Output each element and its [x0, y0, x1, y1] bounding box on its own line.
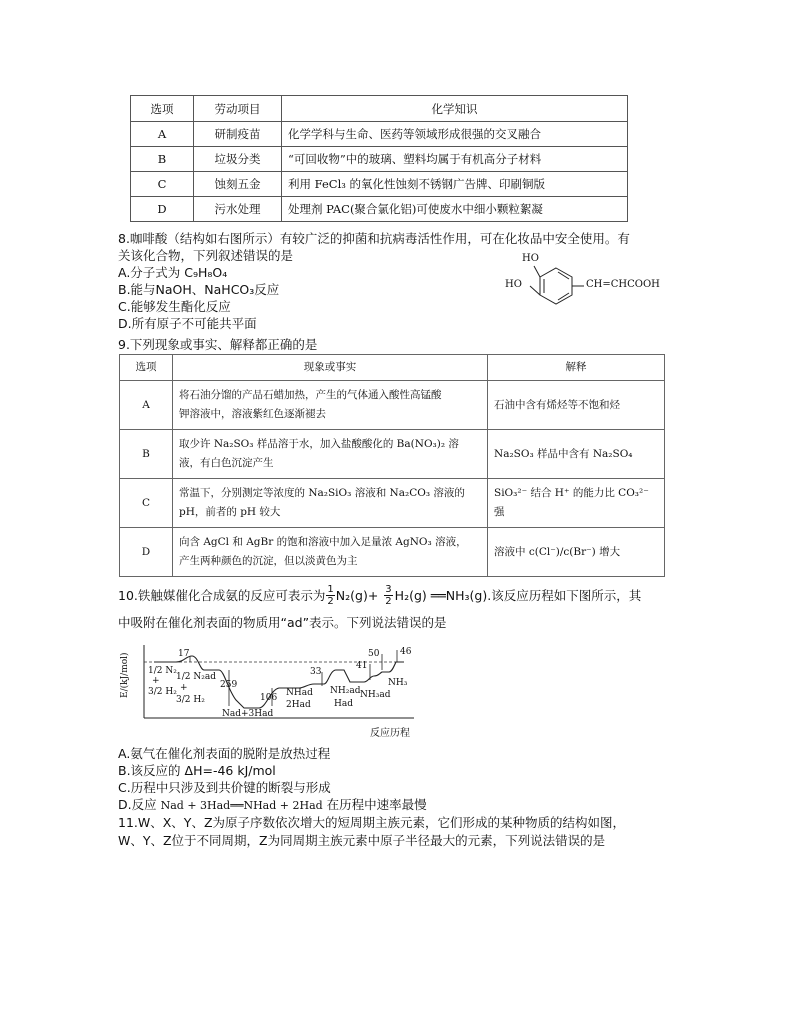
- side-chain: CH=CHCOOH: [586, 279, 660, 290]
- table-row: [131, 172, 628, 197]
- cell: “可回收物”中的玻璃、塑料均属于有机高分子材料: [282, 147, 628, 172]
- species-label: +: [152, 676, 160, 686]
- species-label: NH₂ad: [330, 686, 361, 696]
- q10-stem-pre: 10.铁触媒催化合成氨的反应可表示为: [118, 588, 326, 603]
- species-label: NH₃: [388, 678, 408, 688]
- q10-option-c: C.历程中只涉及到共价键的断裂与形成: [118, 780, 331, 795]
- energy-label: 33: [310, 667, 322, 677]
- q10-n2: N₂(g)+: [335, 588, 379, 603]
- ho-group-left: HO: [505, 279, 522, 290]
- q8-option-c: C.能够发生酯化反应: [118, 299, 231, 314]
- cell: [173, 479, 488, 528]
- phenomenon-table: [119, 354, 665, 577]
- energy-label: 106: [260, 693, 278, 703]
- cell: 溶液中 c(Cl⁻)/c(Br⁻) 增大: [488, 528, 665, 577]
- cell: A: [120, 381, 173, 430]
- denominator: 2: [327, 596, 334, 607]
- cell: 处理剂 PAC(聚合氯化铝)可使废水中细小颗粒絮凝: [282, 197, 628, 222]
- q9-stem: 9.下列现象或事实、解释都正确的是: [118, 337, 318, 352]
- cell: [173, 528, 488, 577]
- th-project: 劳动项目: [194, 96, 282, 122]
- q8-option-d: D.所有原子不可能共平面: [118, 316, 257, 331]
- cell: C: [131, 172, 194, 197]
- table-row: [120, 381, 665, 430]
- q8-stem-line1: 8.咖啡酸（结构如右图所示）有较广泛的抑菌和抗病毒活性作用，可在化妆品中安全使用。有: [118, 231, 630, 246]
- energy-label: 17: [178, 649, 190, 659]
- cell: 蚀刻五金: [194, 172, 282, 197]
- energy-diagram: [120, 640, 424, 740]
- fact-line: pH，前者的 pH 较大: [179, 506, 281, 518]
- q10-option-d-eq: Nad + 3Had══NHad + 2Had: [160, 799, 323, 812]
- species-label: 1/2 N₂ad: [176, 672, 216, 682]
- cell: 污水处理: [194, 197, 282, 222]
- q10-option-d-post: 在历程中速率最慢: [326, 797, 427, 812]
- energy-label: 41: [356, 661, 368, 671]
- q10-h2: H₂(g) ══NH₃(g).该反应历程如下图所示，其: [394, 588, 642, 603]
- fact-line: 将石油分馏的产品石蜡加热，产生的气体通入酸性高锰酸: [179, 389, 442, 401]
- cell: 利用 FeCl₃ 的氧化性蚀刻不锈钢广告牌、印刷铜版: [282, 172, 628, 197]
- fact-line: 取少许 Na₂SO₃ 样品溶于水，加入盐酸酸化的 Ba(NO₃)₂ 溶: [179, 438, 459, 450]
- fact-line: 向含 AgCl 和 AgBr 的饱和溶液中加入足量浓 AgNO₃ 溶液，: [179, 536, 467, 548]
- q10-option-d: [118, 796, 427, 814]
- species-label: Had: [334, 699, 353, 709]
- q10-option-a: A.氨气在催化剂表面的脱附是放热过程: [118, 746, 331, 761]
- q10-stem-line2: 中吸附在催化剂表面的物质用“ad”表示。下列说法错误的是: [118, 615, 447, 630]
- th-knowledge: 化学知识: [282, 96, 628, 122]
- table-row: [131, 147, 628, 172]
- q11-line1: 11.W、X、Y、Z为原子序数依次增大的短周期主族元素，它们形成的某种物质的结构如图，: [118, 815, 626, 830]
- caffeic-acid-structure: [500, 248, 670, 312]
- cell: 化学学科与生命、医药等领域形成很强的交叉融合: [282, 122, 628, 147]
- th-option: 选项: [120, 355, 173, 381]
- table-row: [120, 479, 665, 528]
- species-label: 2Had: [286, 700, 311, 710]
- cell: SiO₃²⁻ 结合 H⁺ 的能力比 CO₃²⁻ 强: [488, 479, 665, 528]
- numerator: 3: [385, 584, 392, 595]
- q11-line2: W、Y、Z位于不同周期，Z为同周期主族元素中原子半径最大的元素，下列说法错误的是: [118, 833, 606, 848]
- cell: 垃圾分类: [194, 147, 282, 172]
- cell: [173, 381, 488, 430]
- q8-stem-line2: 关该化合物，下列叙述错误的是: [118, 248, 294, 263]
- species-label: 3/2 H₂: [148, 687, 177, 697]
- th-fact: 现象或事实: [173, 355, 488, 381]
- fraction: [326, 584, 334, 607]
- q10-option-b: B.该反应的 ΔH=-46 kJ/mol: [118, 763, 276, 778]
- species-label: 1/2 N₂: [148, 666, 177, 676]
- q8-option-a: A.分子式为 C₉H₈O₄: [118, 265, 228, 280]
- species-label: +: [180, 683, 188, 693]
- table-row: [120, 528, 665, 577]
- cell: B: [131, 147, 194, 172]
- fact-line: 液，有白色沉淀产生: [179, 457, 274, 469]
- energy-label: 259: [220, 680, 238, 690]
- cell: 研制疫苗: [194, 122, 282, 147]
- th-option: 选项: [131, 96, 194, 122]
- cell: D: [131, 197, 194, 222]
- species-label: NHad: [286, 688, 313, 698]
- species-label: 3/2 H₂: [176, 695, 205, 705]
- table-row: [120, 430, 665, 479]
- q8-option-b: B.能与NaOH、NaHCO₃反应: [118, 282, 280, 297]
- fact-line: 钾溶液中，溶液紫红色逐渐褪去: [179, 408, 326, 420]
- cell: [173, 430, 488, 479]
- q10-option-d-pre: D.反应: [118, 797, 157, 812]
- q10-stem-line1: [118, 584, 641, 607]
- cell: A: [131, 122, 194, 147]
- labor-table: [130, 95, 628, 222]
- cell: C: [120, 479, 173, 528]
- fact-line: 常温下，分别测定等浓度的 Na₂SiO₃ 溶液和 Na₂CO₃ 溶液的: [179, 487, 465, 499]
- th-explain: 解释: [488, 355, 665, 381]
- cell: B: [120, 430, 173, 479]
- cell: 石油中含有烯烃等不饱和烃: [488, 381, 665, 430]
- fraction: [384, 584, 392, 607]
- energy-label: 46: [400, 647, 412, 657]
- x-axis-label: 反应历程: [370, 728, 410, 739]
- table-row: [131, 122, 628, 147]
- species-label: Nad+3Had: [222, 709, 274, 719]
- y-axis-label: E/(kJ/mol): [120, 652, 130, 698]
- table-row: [131, 197, 628, 222]
- energy-label: 50: [368, 649, 380, 659]
- cell: Na₂SO₃ 样品中含有 Na₂SO₄: [488, 430, 665, 479]
- ho-group-top: HO: [522, 253, 539, 264]
- numerator: 1: [327, 584, 334, 595]
- species-label: NH₃ad: [360, 690, 391, 700]
- cell: D: [120, 528, 173, 577]
- denominator: 2: [385, 596, 392, 607]
- fact-line: 产生两种颜色的沉淀，但以淡黄色为主: [179, 555, 358, 567]
